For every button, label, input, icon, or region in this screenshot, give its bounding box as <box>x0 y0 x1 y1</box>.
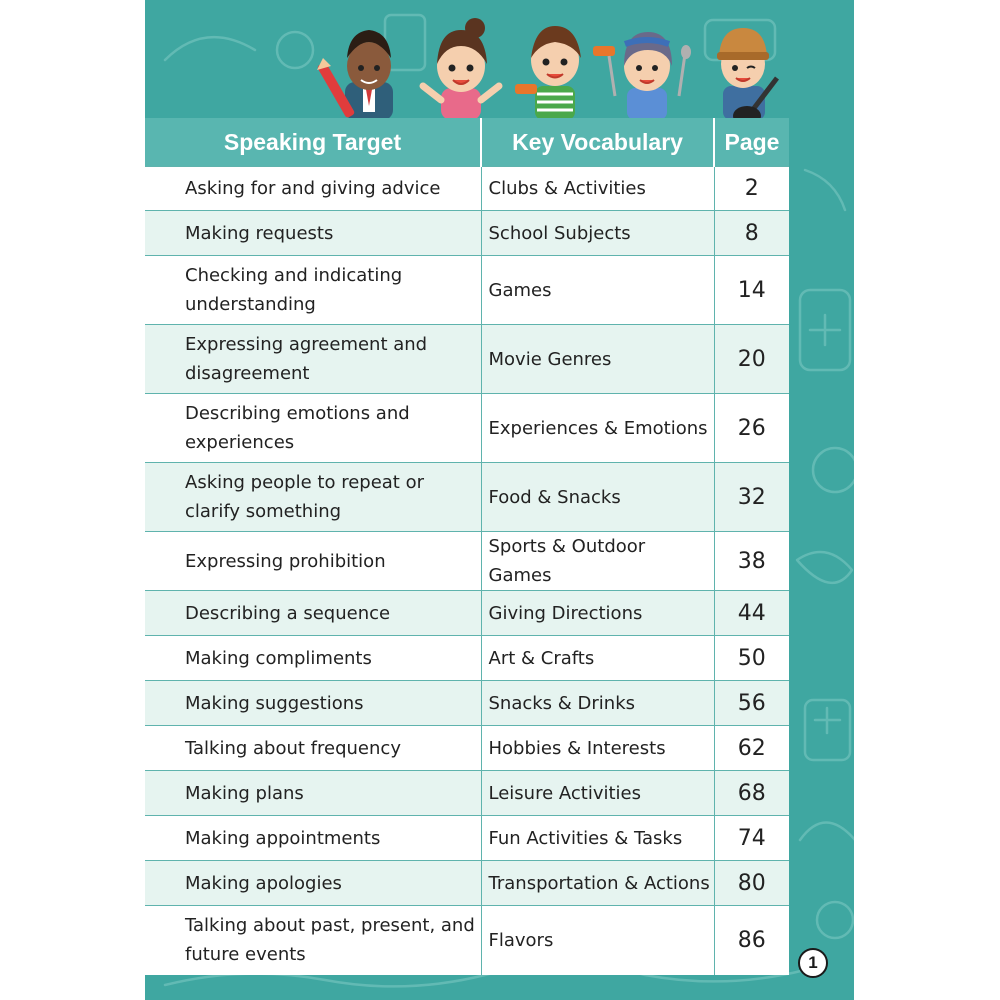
speaking-target-cell: Making compliments <box>145 636 481 681</box>
table-row <box>145 591 789 636</box>
speaking-target-cell: Expressing agreement and disagreement <box>145 325 481 394</box>
key-vocabulary-cell: Fun Activities & Tasks <box>481 816 714 861</box>
page-number-cell: 56 <box>714 681 789 726</box>
table-row <box>145 211 789 256</box>
header-key-vocabulary: Key Vocabulary <box>481 118 714 167</box>
speaking-target-cell: Describing emotions and experiences <box>145 394 481 463</box>
header-page: Page <box>714 118 789 167</box>
table-row <box>145 906 789 975</box>
key-vocabulary-cell: Flavors <box>481 906 714 975</box>
page-number-cell: 50 <box>714 636 789 681</box>
table-row <box>145 861 789 906</box>
key-vocabulary-cell: Leisure Activities <box>481 771 714 816</box>
table-row <box>145 636 789 681</box>
page-number-cell: 62 <box>714 726 789 771</box>
key-vocabulary-cell: Sports & Outdoor Games <box>481 532 714 591</box>
toc-page <box>145 0 854 1000</box>
table-row <box>145 681 789 726</box>
key-vocabulary-cell: Food & Snacks <box>481 463 714 532</box>
speaking-target-cell: Expressing prohibition <box>145 532 481 591</box>
speaking-target-cell: Talking about past, present, and future events <box>145 906 481 975</box>
page-number-cell: 14 <box>714 256 789 325</box>
page-number-cell: 2 <box>714 167 789 211</box>
key-vocabulary-cell: Experiences & Emotions <box>481 394 714 463</box>
table-row <box>145 726 789 771</box>
page-number-cell: 20 <box>714 325 789 394</box>
page-number-cell: 86 <box>714 906 789 975</box>
page-number-cell: 38 <box>714 532 789 591</box>
speaking-target-cell: Making apologies <box>145 861 481 906</box>
speaking-target-cell: Describing a sequence <box>145 591 481 636</box>
page-number-cell: 80 <box>714 861 789 906</box>
key-vocabulary-cell: School Subjects <box>481 211 714 256</box>
page-number-badge: 1 <box>798 948 828 978</box>
table-row <box>145 532 789 591</box>
speaking-target-cell: Making requests <box>145 211 481 256</box>
speaking-target-cell: Making plans <box>145 771 481 816</box>
speaking-target-cell: Talking about frequency <box>145 726 481 771</box>
key-vocabulary-cell: Art & Crafts <box>481 636 714 681</box>
key-vocabulary-cell: Movie Genres <box>481 325 714 394</box>
key-vocabulary-cell: Games <box>481 256 714 325</box>
key-vocabulary-cell: Transportation & Actions <box>481 861 714 906</box>
table-row <box>145 816 789 861</box>
speaking-target-cell: Asking for and giving advice <box>145 167 481 211</box>
speaking-target-cell: Asking people to repeat or clarify something <box>145 463 481 532</box>
table-row <box>145 167 789 211</box>
page-number-cell: 74 <box>714 816 789 861</box>
table-row <box>145 771 789 816</box>
contents-table <box>145 118 789 975</box>
page-number-cell: 68 <box>714 771 789 816</box>
page-number-cell: 44 <box>714 591 789 636</box>
key-vocabulary-cell: Giving Directions <box>481 591 714 636</box>
table-row <box>145 394 789 463</box>
table-row <box>145 463 789 532</box>
key-vocabulary-cell: Snacks & Drinks <box>481 681 714 726</box>
speaking-target-cell: Checking and indicating understanding <box>145 256 481 325</box>
page-number-cell: 26 <box>714 394 789 463</box>
page-number-cell: 32 <box>714 463 789 532</box>
key-vocabulary-cell: Hobbies & Interests <box>481 726 714 771</box>
header-speaking-target: Speaking Target <box>145 118 481 167</box>
page-number-cell: 8 <box>714 211 789 256</box>
table-row <box>145 256 789 325</box>
speaking-target-cell: Making suggestions <box>145 681 481 726</box>
speaking-target-cell: Making appointments <box>145 816 481 861</box>
key-vocabulary-cell: Clubs & Activities <box>481 167 714 211</box>
table-header-row <box>145 118 789 167</box>
table-row <box>145 325 789 394</box>
